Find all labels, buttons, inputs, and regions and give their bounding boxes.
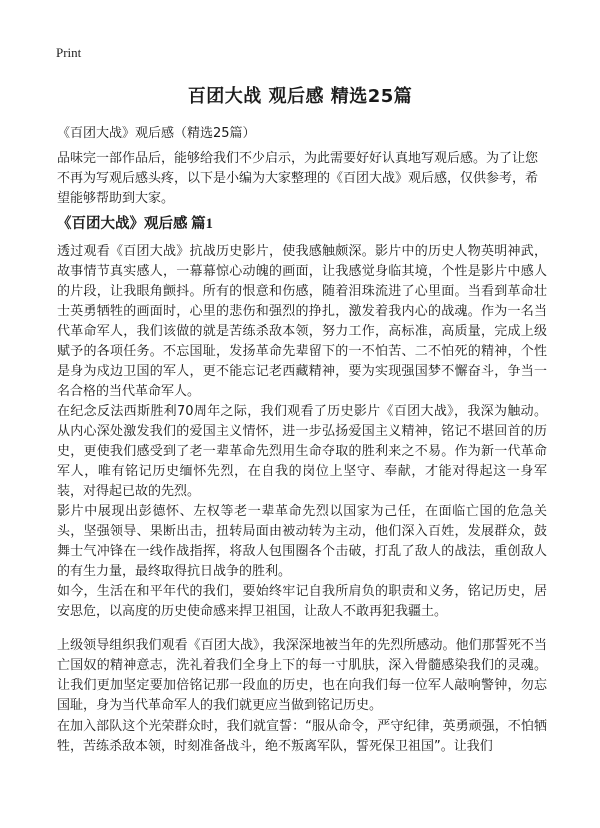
document-title: 百团大战 观后感 精选25篇 (187, 86, 413, 107)
document-subtitle: 《百团大战》观后感（精选25篇） (57, 126, 256, 141)
body-paragraph-6: 在加入部队这个光荣群众时，我们就宣誓：“服从命令，严守纪律，英勇顽强，不怕牺牲，苦练杀敌本领，时刻准备战斗，绝不叛离军队，誓死保卫祖国”。让我们 (57, 719, 547, 754)
print-link[interactable]: Print (56, 45, 82, 60)
body-paragraph-2: 在纪念反法西斯胜利70周年之际，我们观看了历史影片《百团大战》，我深为触动。从内心深处激发我们的爱国主义情怀，进一步弘扬爱国主义精神，铭记不堪回首的历史，更使我们感受到了老一辈革命先烈用生命夺取的胜利来之不易。作为新一代革命军人，唯有铭记历史缅怀先烈，在自我的岗位上坚守、奉献，才能对得起这一身军装，对得起已故的先烈。 (57, 404, 547, 499)
body-paragraph-1: 透过观看《百团大战》抗战历史影片，使我感触颇深。影片中的历史人物英明神武，故事情节真实感人，一幕幕惊心动魄的画面，让我感觉身临其境，个性是影片中感人的片段，让我眼角颤抖。所有的恨意和伤感，随着泪珠流进了心里面。当看到革命壮士英勇牺牲的画面时，心里的悲伤和强烈的挣扎，激发着我内心的战魂。作为一名当代革命军人，我们该做的就是苦练杀敌本领，努力工作，高标准，高质量，完成上级赋予的各项任务。不忘国耻，发扬革命先辈留下的一不怕苦、二不怕死的精神，个性是身为戍边卫国的军人，更不能忘记老西藏精神，要为实现强国梦不懈奋斗，争当一名合格的当代革命军人。 (57, 244, 547, 399)
body-paragraph-4: 如今，生活在和平年代的我们，要始终牢记自我所肩负的职责和义务，铭记历史，居安思危，以高度的历史使命感来捍卫祖国，让敌人不敢再犯我疆土。 (57, 584, 547, 619)
section-heading: 《百团大战》观后感 篇1 (57, 216, 213, 232)
intro-paragraph: 品味完一部作品后，能够给我们不少启示，为此需要好好认真地写观后感。为了让您不再为写观后感头疼，以下是小编为大家整理的《百团大战》观后感，仅供参考，希望能够帮助到大家。 (57, 151, 539, 206)
body-paragraph-5: 上级领导组织我们观看《百团大战》，我深深地被当年的先烈所感动。他们那誓死不当亡国奴的精神意志，洗礼着我们全身上下的每一寸肌肤，深入骨髓感染我们的灵魂。让我们更加坚定要加倍铭记那一段血的历史，也在向我们每一位军人敲响警钟，勿忘国耻，身为当代革命军人的我们就更应当做到铭记历史。 (57, 638, 547, 713)
body-paragraph-3: 影片中展现出彭德怀、左权等老一辈革命先烈以国家为己任，在面临亡国的危急关头，坚强领导、果断出击，扭转局面由被动转为主动，他们深入百姓，发展群众，鼓舞士气冲锋在一线作战指挥，将敌人包围圈各个击破，打乱了敌人的战法，重创敌人的有生力量，最终取得抗日战争的胜利。 (57, 504, 547, 579)
